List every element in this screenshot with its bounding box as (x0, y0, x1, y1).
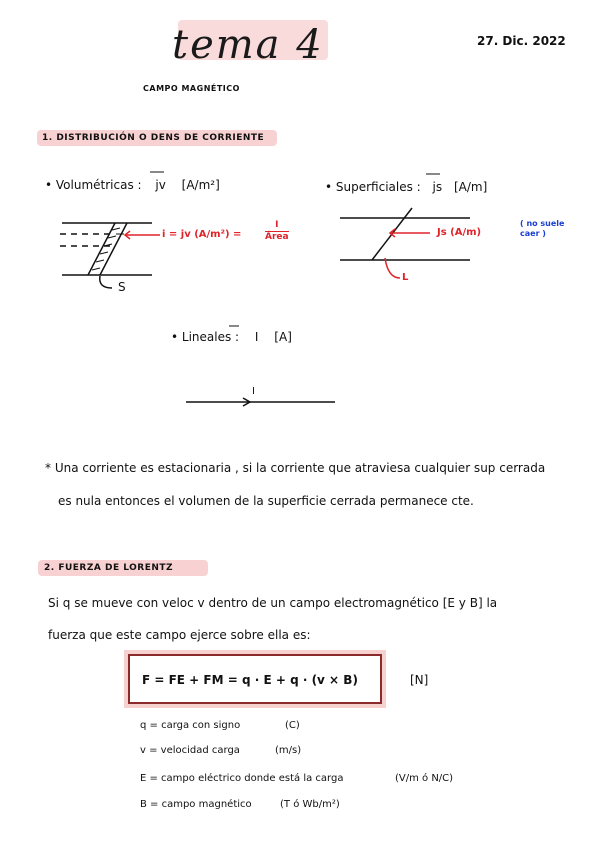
vol-fraction (265, 220, 289, 243)
lorentz-formula: F = FE + FM = q · E + q · (v × B) (142, 673, 358, 687)
note-line-1: * Una corriente es estacionaria , si la corriente que atraviesa cualquier sup cerrada (45, 461, 546, 475)
formula-unit: [N] (410, 673, 429, 687)
page-date: 27. Dic. 2022 (477, 34, 566, 48)
sup-label-l: L (402, 272, 409, 283)
volumetric-diagram (60, 223, 152, 288)
lineales-label (171, 330, 292, 344)
lineal-diagram (186, 398, 335, 406)
sup-equation: Js (A/m) (437, 227, 482, 238)
definition-row (140, 745, 540, 765)
vol-fraction-den: Área (265, 232, 289, 242)
volumetricas-symbol: jv (155, 178, 166, 192)
line-current-label: I (252, 386, 255, 397)
intro-line-1: Si q se mueve con veloc v dentro de un campo electromagnético [E y B] la (48, 596, 498, 610)
vol-fraction-num: I (265, 220, 289, 232)
intro-line-2: fuerza que este campo ejerce sobre ella es: (48, 628, 311, 642)
volumetricas-unit: [A/m²] (181, 178, 220, 192)
lineales-unit: [A] (274, 330, 292, 344)
superficial-red-arrows (385, 229, 430, 278)
volumetricas-label-text: • Volumétricas : (45, 178, 142, 192)
vol-equation (162, 229, 241, 240)
volumetric-red-arrow (125, 231, 160, 239)
superficiales-label-text: • Superficiales : (325, 180, 421, 194)
definition-text: q = carga con signo (140, 720, 241, 731)
definition-row (140, 773, 560, 793)
definition-row (140, 799, 540, 819)
section1-heading: 1. DISTRIBUCIÓN O DENS DE CORRIENTE (42, 133, 265, 143)
lineales-symbol: I (254, 330, 259, 344)
vector-arrows (150, 172, 440, 326)
note-line-2: es nula entonces el volumen de la superficie cerrada permanece cte. (58, 494, 474, 508)
superficiales-unit: [A/m] (453, 180, 488, 194)
page-subtitle: CAMPO MAGNÉTICO (143, 84, 240, 93)
definition-text: B = campo magnético (140, 799, 252, 810)
definition-text: v = velocidad carga (140, 745, 240, 756)
definition-unit: (V/m ó N/C) (395, 773, 454, 784)
section2-heading: 2. FUERZA DE LORENTZ (44, 563, 174, 573)
vol-label-s: S (118, 280, 126, 294)
sup-note: ( no suele caer ) (520, 219, 565, 238)
definition-row (140, 720, 540, 740)
superficiales-symbol: js (432, 180, 443, 194)
definition-unit: (C) (285, 720, 300, 731)
vol-equation-text: i = jv (A/m²) = (162, 229, 242, 240)
definition-unit: (m/s) (275, 745, 302, 756)
page-title: tema 4 (172, 22, 324, 68)
lineales-label-text: • Lineales : (171, 330, 240, 344)
definition-unit: (T ó Wb/m²) (280, 799, 340, 810)
definition-text: E = campo eléctrico donde está la carga (140, 773, 344, 784)
